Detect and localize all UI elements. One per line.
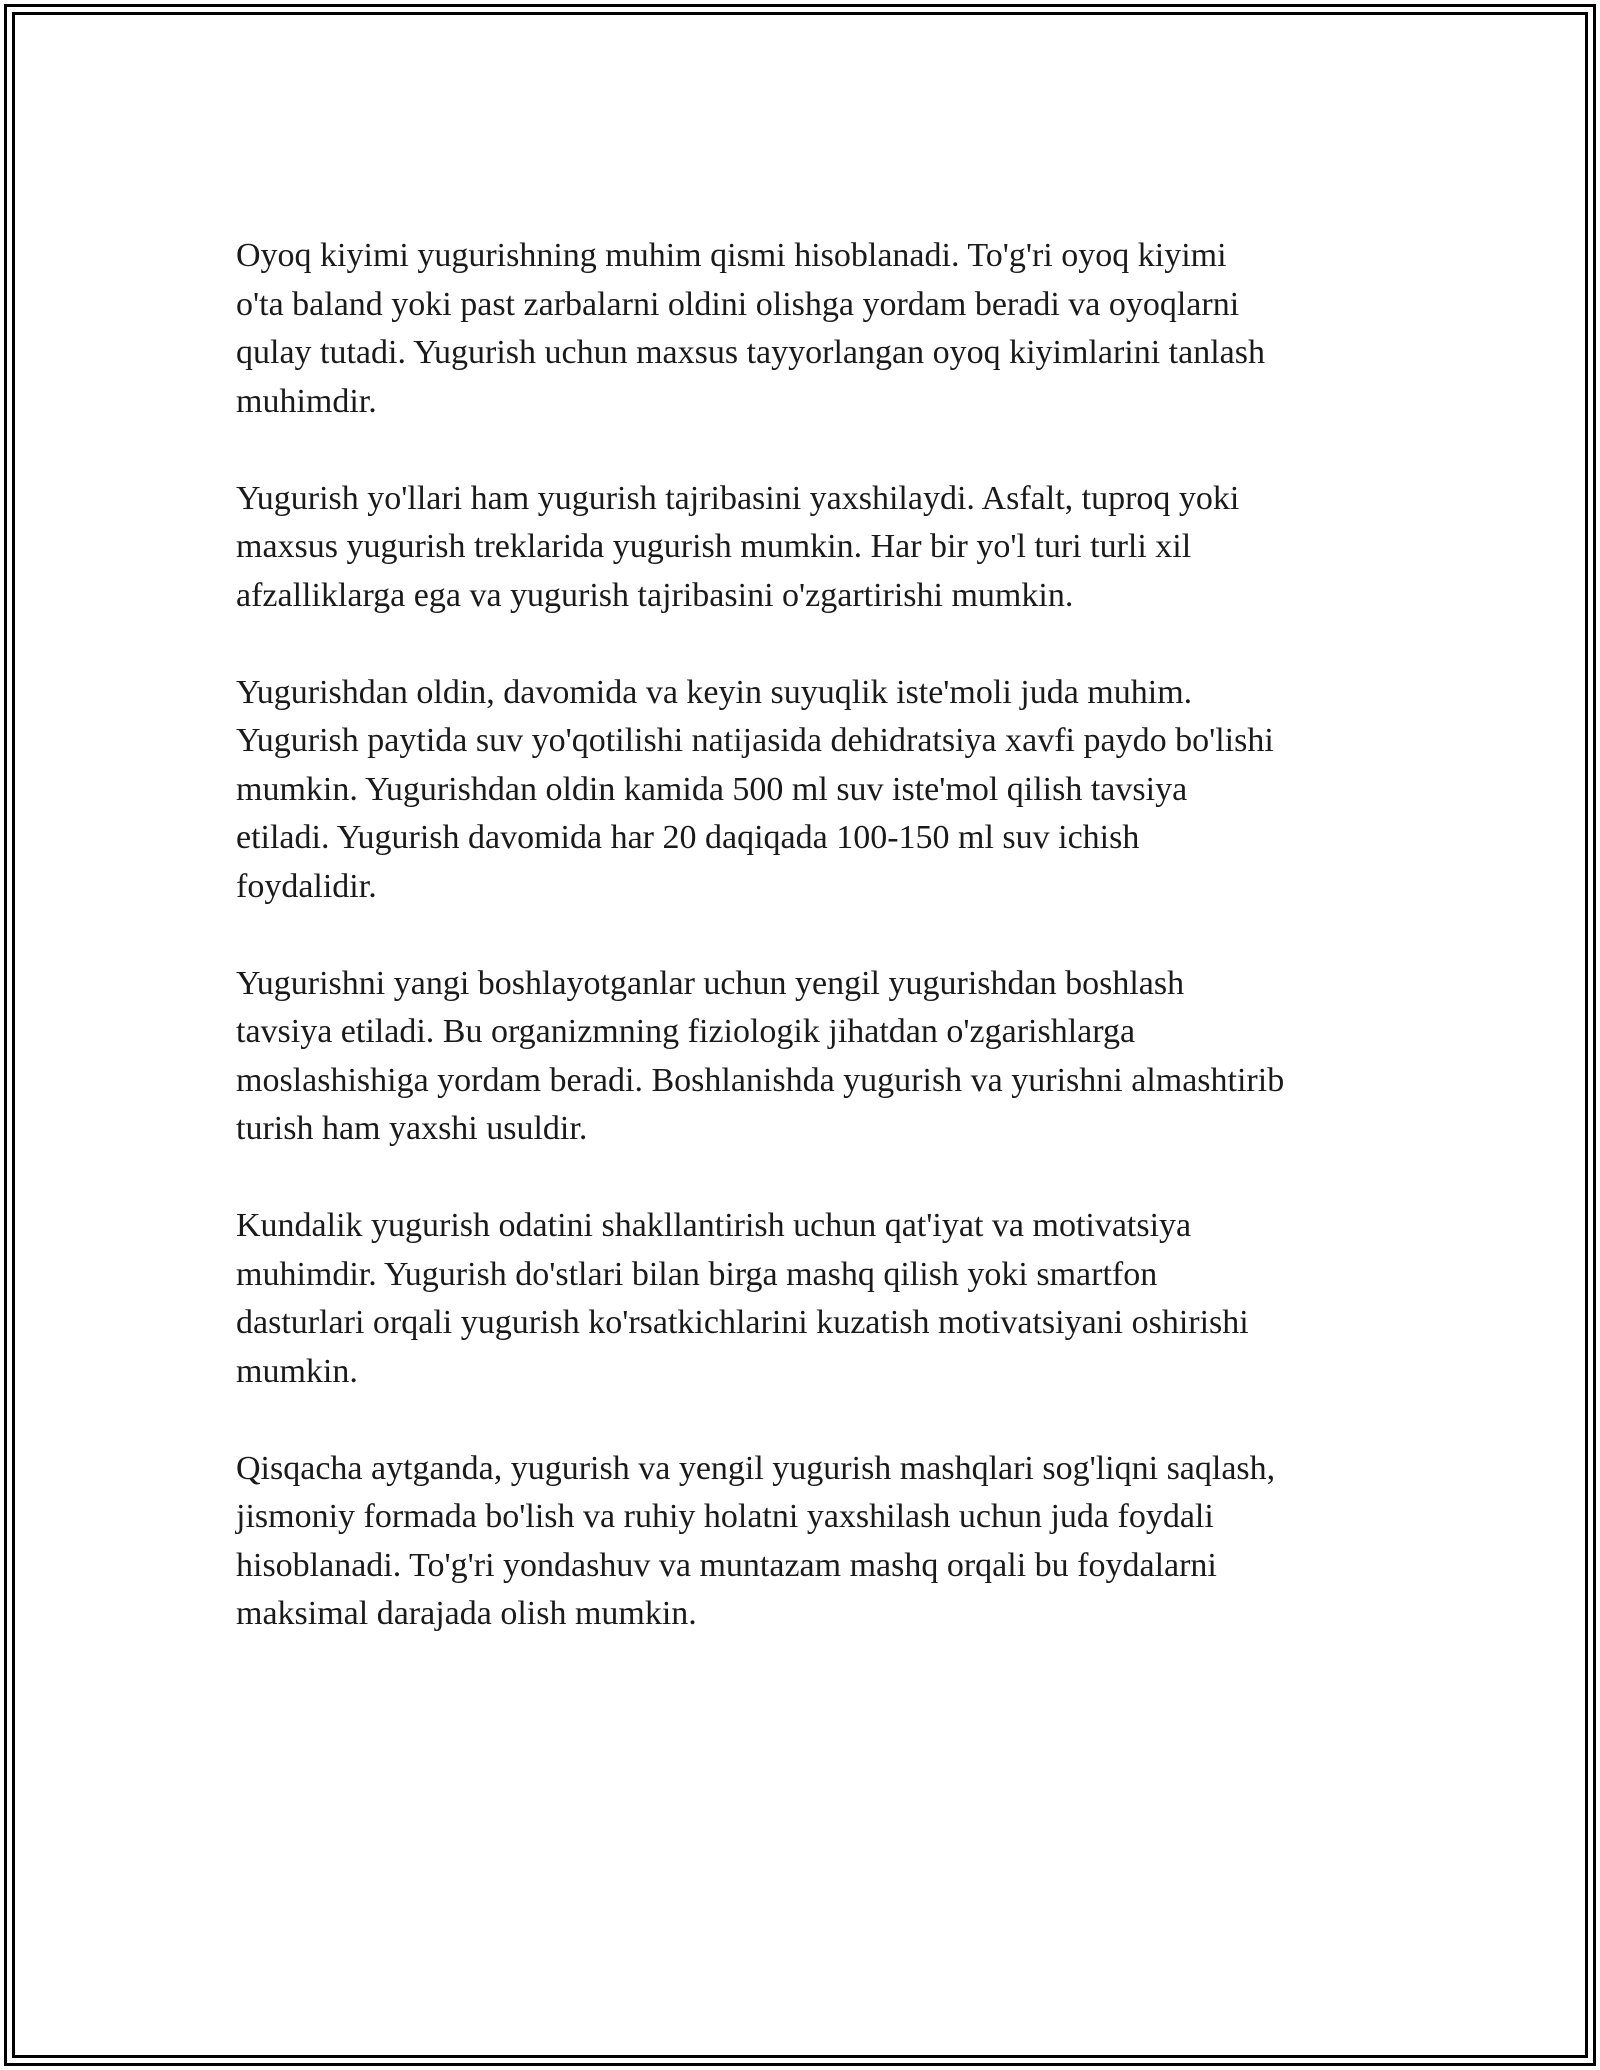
paragraph-conclusion: Qisqacha aytganda, yugurish va yengil yugurish mashqlari sog'liqni saqlash, jismoniy formada bo'lish va ruhiy holatni yaxshilash uchun juda foydali hisoblanadi. To'g'ri yondashuv va muntazam mashq orqali bu foydalarni maksimal darajada olish mumkin. (236, 1449, 1276, 1632)
paragraph-running-surfaces: Yugurish yo'llari ham yugurish tajribasini yaxshilaydi. Asfalt, tuproq yoki maxsus yugurish treklarida yugurish mumkin. Har bir yo'l turi turli xil afzalliklarga ega va yugurish tajribasini o'zgartirishi mumkin. (236, 479, 1240, 614)
paragraph-hydration: Yugurishdan oldin, davomida va keyin suyuqlik iste'moli juda muhim. Yugurish paytida suv yo'qotilishi natijasida dehidratsiya xavfi paydo bo'lishi mumkin. Yugurishdan oldin kamida 500 ml suv iste'mol qilish tavsiya etiladi. Yugurish davomida har 20 daqiqada 100-150 ml suv ichish foydalidir. (236, 673, 1274, 905)
paragraph-beginners: Yugurishni yangi boshlayotganlar uchun yengil yugurishdan boshlash tavsiya etiladi. Bu organizmning fiziologik jihatdan o'zgarishlarga moslashishiga yordam beradi. Boshlanishda yugurish va yurishni almashtirib turish ham yaxshi usuldir. (236, 964, 1285, 1147)
document-body (236, 232, 1396, 1687)
paragraph-motivation: Kundalik yugurish odatini shakllantirish uchun qat'iyat va motivatsiya muhimdir. Yugurish do'stlari bilan birga mashq qilish yoki smartfon dasturlari orqali yugurish ko'rsatkichlarini kuzatish motivatsiyani oshirishi mumkin. (236, 1207, 1249, 1390)
paragraph-footwear: Oyoq kiyimi yugurishning muhim qismi hisoblanadi. To'g'ri oyoq kiyimi o'ta baland yoki past zarbalarni oldini olishga yordam beradi va oyoqlarni qulay tutadi. Yugurish uchun maxsus tayyorlangan oyoq kiyimlarini tanlash muhimdir. (236, 237, 1265, 420)
